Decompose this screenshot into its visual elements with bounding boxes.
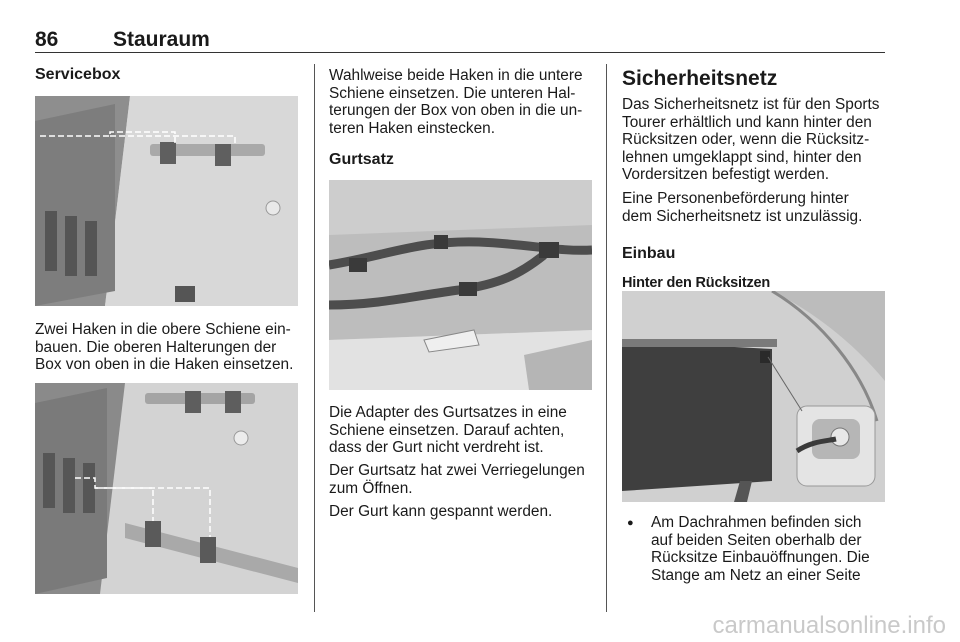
text-line: bauen. Die oberen Halterungen der [35, 338, 277, 356]
text-line: zum Öffnen. [329, 479, 413, 497]
sicherheitsnetz-heading: Sicherheitsnetz [622, 67, 778, 90]
sicherheitsnetz-paragraph-2 [622, 190, 862, 225]
bullet-icon: ● [627, 517, 634, 529]
sicherheitsnetz-illustration [622, 291, 885, 502]
column-divider-2 [606, 64, 607, 612]
text-line: Rücksitze Einbauöffnungen. Die [651, 549, 870, 567]
text-line: Schiene einsetzen. Darauf achten, [329, 421, 565, 439]
text-line: auf beiden Seiten oberhalb der [651, 531, 862, 549]
text-line: Die Adapter des Gurtsatzes in eine [329, 404, 567, 421]
column-divider-1 [314, 64, 315, 612]
text-line: Vordersitzen befestigt werden. [622, 166, 830, 184]
chapter-title: Stauraum [113, 28, 210, 51]
text-line: Stange am Netz an einer Seite [651, 566, 861, 584]
servicebox-illustration-lower [35, 383, 298, 594]
text-line: Schiene einsetzen. Die unteren Hal- [329, 84, 576, 102]
text-line: terungen der Box von oben in die un- [329, 102, 583, 120]
servicebox-paragraph [35, 321, 293, 374]
gurtsatz-illustration [329, 180, 592, 390]
header-rule [35, 52, 885, 53]
text-line: teren Haken einstecken. [329, 119, 495, 137]
servicebox-illustration-upper [35, 96, 298, 306]
hinter-den-ruecksitzen-heading: Hinter den Rücksitzen [622, 275, 771, 291]
text-line: dem Sicherheitsnetz ist unzulässig. [622, 207, 863, 225]
text-line: Tourer erhältlich und kann hinter den [622, 113, 872, 131]
text-line: Box von oben in die Haken einsetzen. [35, 356, 294, 374]
sicherheitsnetz-paragraph-1 [622, 96, 880, 184]
servicebox-heading: Servicebox [35, 66, 121, 83]
einbau-heading: Einbau [622, 245, 676, 262]
text-line: dass der Gurt nicht verdreht ist. [329, 439, 544, 457]
text-line: Der Gurt kann gespannt werden. [329, 503, 553, 520]
watermark: carmanualsonline.info [712, 612, 946, 639]
text-line: Eine Personenbeförderung hinter [622, 190, 849, 207]
servicebox-paragraph-continued [329, 67, 583, 137]
page-number: 86 [35, 28, 59, 51]
gurtsatz-heading: Gurtsatz [329, 151, 394, 168]
text-line: Der Gurtsatz hat zwei Verriegelungen [329, 462, 585, 479]
page-header [35, 28, 885, 52]
text-line: Das Sicherheitsnetz ist für den Sports [622, 96, 880, 113]
bullet-item-1 [651, 514, 870, 584]
gurtsatz-paragraph-1 [329, 404, 567, 457]
text-line: Rücksitzen oder, wenn die Rücksitz- [622, 131, 870, 149]
text-line: Zwei Haken in die obere Schiene ein- [35, 321, 291, 338]
text-line: Am Dachrahmen befinden sich [651, 514, 862, 531]
text-line: Wahlweise beide Haken in die untere [329, 67, 583, 84]
gurtsatz-paragraph-3 [329, 503, 552, 521]
text-line: lehnen umgeklappt sind, hinter den [622, 148, 862, 166]
gurtsatz-paragraph-2 [329, 462, 585, 497]
